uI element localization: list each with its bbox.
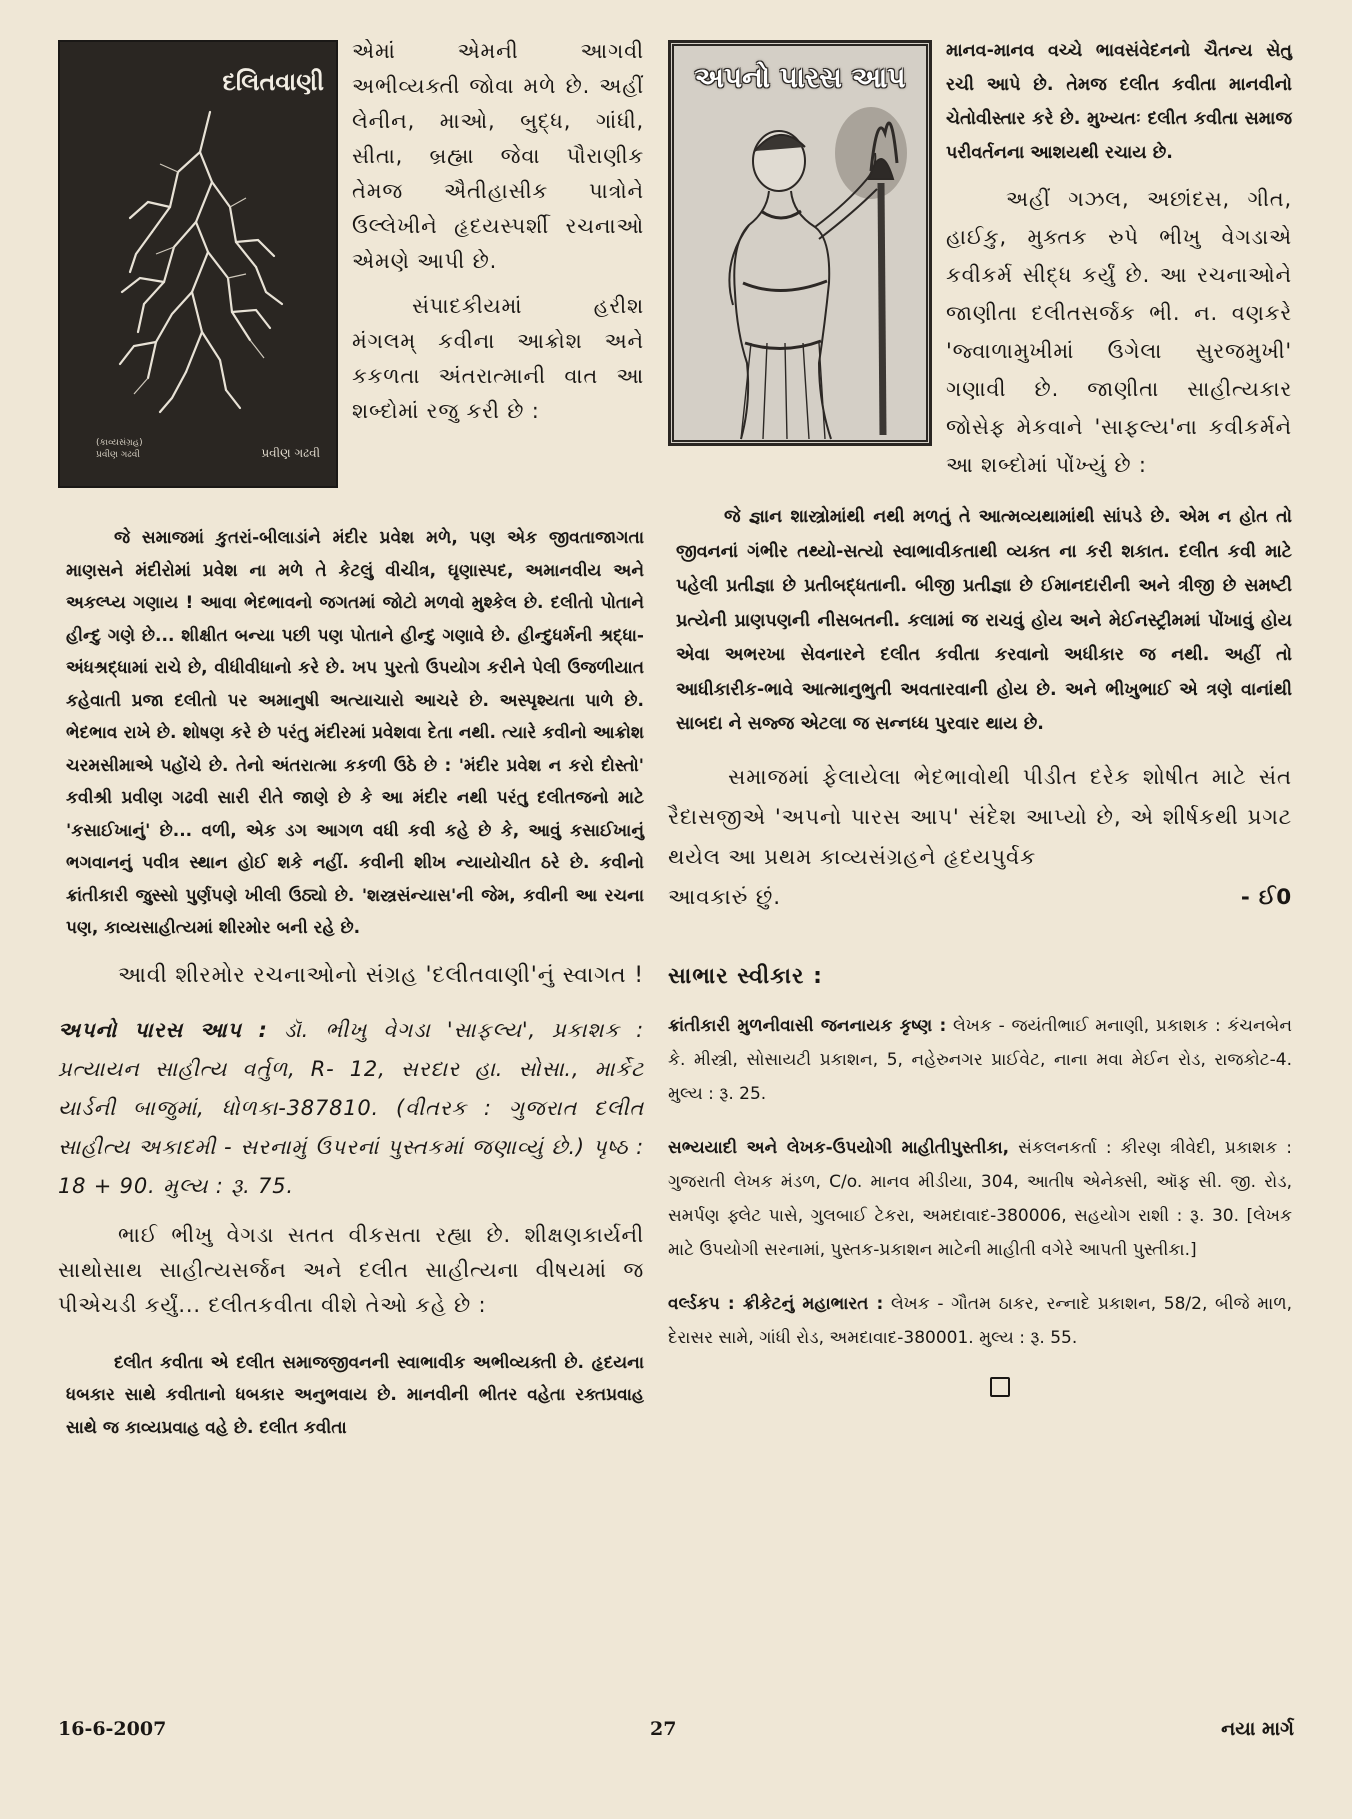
closing-last: આવકારું છું. — [668, 884, 781, 910]
editorial-paragraph: સંપાદકીયમાં હરીશ મંગલમ્ કવીના આક્રોશ અને કકળતા અંતરાત્માની વાત આ શબ્દોમાં રજુ કરી છે : — [352, 294, 644, 423]
signature: - ઈ0 — [1240, 884, 1292, 910]
cover-subtitle: (કાવ્યસંગ્રહ) પ્રવીણ ગઢવી — [96, 438, 143, 460]
closing-last-line — [668, 878, 1292, 918]
book-entry — [668, 1009, 1292, 1111]
book-review-details — [58, 1011, 644, 1206]
entry-title: સભ્યયાદી અને લેખક-ઉપયોગી માહીતીપુસ્તીકા, — [668, 1137, 1010, 1158]
closing-text: સમાજમાં ફેલાયેલા ભેદભાવોથી પીડીત દરેક શોષીત માટે સંત રૈદાસજીએ 'અપનો પારસ આપ' સંદેશ આપ્યો છે, એ શીર્ષકથી પ્રગટ થયેલ આ પ્રથમ કાવ્યસંગ્રહને હૃદયપુર્વક — [668, 764, 1292, 870]
closing-paragraph — [668, 758, 1292, 878]
entry-details: લેખક - ગૌતમ ઠાકર, રન્નાદે પ્રકાશન, 58/2, બીજે માળ, દેરાસર સામે, ગાંધી રોડ, અમદાવાદ-380001. મુલ્ય : રૂ. 55. — [668, 1293, 1292, 1348]
bhikhu-paragraph: ભાઈ ભીખુ વેગડા સતત વીકસતા રહ્યા છે. શીક્ષણકાર્યની સાથોસાથ સાહીત્યસર્જન અને દલીત સાહીત્યના વીષયમાં જ પીએચડી કર્યું... દલીતકવીતા વીશે તેઓ કહે છે : — [58, 1222, 644, 1317]
end-square-icon — [990, 1377, 1010, 1397]
entry-details: લેખક - જયંતીભાઈ મનાણી, પ્રકાશક : કંચનબેન કે. મીસ્ત્રી, સોસાયટી પ્રકાશન, 5, નહેરુનગર પ્રાઈવેટ, નાના મવા મેઈન રોડ, રાજકોટ-4. મુલ્ય : રૂ. 25. — [668, 1015, 1293, 1104]
quote-block-2: દલીત કવીતા એ દલીત સમાજજીવનની સ્વાભાવીક અભીવ્યક્તી છે. હૃદયના ધબકાર સાથે કવીતાનો ધબકાર અનુભવાય છે. માનવીની ભીતર વહેતા રક્તપ્રવાહ સાથે જ કાવ્યપ્રવાહ વહે છે. દલીત કવીતા — [66, 1352, 644, 1438]
entry-title: ક્રાંતીકારી મુળનીવાસી જનનાયક કૃષ્ણ : — [668, 1015, 947, 1036]
intro-paragraph: એમાં એમની આગવી અભીવ્યક્તી જોવા મળે છે. અહીં લેનીન, માઓ, બુદ્ધ, ગાંધી, સીતા, બ્રહ્મા જેવા પૌરાણીક તેમજ ઐતીહાસીક પાત્રોને ઉલ્લેખીને હૃદયસ્પર્શી રચનાઓ એમણે આપી છે. — [352, 39, 644, 273]
page-footer — [58, 1718, 1294, 1748]
entry-title: વર્લ્ડકપ : ક્રીકેટનું મહાભારત : — [668, 1293, 884, 1314]
right-quote-block: જે જ્ઞાન શાસ્ત્રોમાંથી નથી મળતું તે આત્મવ્યથામાંથી સાંપડે છે. એમ ન હોત તો જીવનનાં ગંભીર તથ્યો-સત્યો સ્વાભાવીકતાથી વ્યક્ત ના કરી શકાત. દલીત કવી માટે પહેલી પ્રતીજ્ઞા છે પ્રતીબદ્ધતાની. બીજી પ્રતીજ્ઞા છે ઈમાનદારીની અને ત્રીજી છે સમષ્ટી પ્રત્યેની પ્રાણપણની નીસબતની. કલામાં જ રાચવું હોય અને મેઈનસ્ટ્રીમમાં પોંખાવું હોય એવા અભરખા સેવનારને દલીત કવીતા કરવાનો અધીકાર જ નથી. અહીં તો આધીકારીક-ભાવે આત્માનુભુતી અવતારવાની હોય છે. અને ભીખુભાઈ એ ત્રણે વાનાંથી સાબદા ને સજ્જ એટલા જ સન્નધ્ધ પુરવાર થાય છે. — [676, 507, 1292, 734]
cover-author: પ્રવીણ ગઢવી — [261, 446, 320, 460]
book-details: ડૉ. ભીખુ વેગડા 'સાફલ્ય', પ્રકાશક : પ્રત્યાયન સાહીત્ય વર્તુળ, R- 12, સરદાર હા. સોસા., માર્કેટ યાર્ડની બાજુમાં, ધોળકા-387810. (વીતરક : ગુજરાત દલીત સાહીત્ય અકાદમી - સરનામું ઉપરનાં પુસ્તકમાં જણાવ્યું છે.) પૃષ્ઠ : 18 + 90. મુલ્ય : રૂ. 75. — [58, 1017, 644, 1198]
book-title: અપનો પારસ આપ : — [58, 1017, 268, 1042]
entry-details: સંકલનકર્તા : કીરણ ત્રીવેદી, પ્રકાશક : ગુજરાતી લેખક મંડળ, C/o. માનવ મીડીયા, 304, આતીષ એનેક્સી, ઑફ સી. જી. રોડ, સમર્પણ ફ્લેટ પાસે, ગુલબાઈ ટેકરા, અમદાવાદ-380006, સહયોગ રાશી : રૂ. 30. [લેખક માટે ઉપયોગી સરનામાં, પુસ્તક-પ્રકાશન માટેની માહીતી વગેરે આપતી પુસ્તીકા.] — [668, 1137, 1292, 1260]
right-paragraph-2: અહીં ગઝલ, અછાંદસ, ગીત, હાઈકુ, મુક્તક રુપે ભીખુ વેગડાએ કવીકર્મ સીદ્ધ કર્યું છે. આ રચનાઓને જાણીતા દલીતસર્જક ભી. ન. વણકરે 'જ્વાળામુખીમાં ઉગેલા સુરજમુખી' ગણાવી છે. જાણીતા સાહીત્યકાર જોસેફ મેકવાને 'સાફલ્ય'ના કવીકર્મને આ શબ્દોમાં પોંખ્યું છે : — [946, 187, 1292, 477]
page-number: 27 — [650, 1718, 677, 1740]
end-mark — [668, 1377, 1292, 1401]
welcome-text: આવી શીરમોર રચનાઓનો સંગ્રહ 'દલીતવાણી'નું સ્વાગત ! — [118, 962, 644, 988]
right-column — [668, 32, 1292, 1697]
lightning-illustration — [60, 42, 336, 486]
book-cover-dalitvani — [58, 40, 338, 488]
cover-title: દલિતવાણી — [222, 68, 324, 96]
footer-date: 16-6-2007 — [58, 1718, 167, 1740]
right-paragraph-1: માનવ-માનવ વચ્ચે ભાવસંવેદનનો ચૈતન્ય સેતુ રચી આપે છે. તેમજ દલીત કવીતા માનવીનો ચેતોવીસ્તાર કરે છે. મુખ્યતઃ દલીત કવીતા સમાજ પરીવર્તનના આશયથી રચાય છે. — [946, 41, 1292, 163]
welcome-paragraph — [58, 957, 644, 995]
section-heading-acknowledgement: સાભાર સ્વીકાર : — [668, 963, 823, 989]
goddess-illustration — [671, 43, 929, 443]
book-entry — [668, 1131, 1292, 1267]
book-cover-apno-paras-aap — [668, 40, 932, 446]
quote-block: જે સમાજમાં કુતરાં-બીલાડાંને મંદીર પ્રવેશ મળે, પણ એક જીવતાજાગતા માણસને મંદીરોમાં પ્રવેશ ના મળે તે કેટલું વીચીત્ર, ઘૃણાસ્પદ, અમાનવીય અને અકલ્પ્ય ગણાય ! આવા ભેદભાવનો જગતમાં જોટો મળવો મુશ્કેલ છે. દલીતો પોતાને હીન્દુ ગણે છે... શીક્ષીત બન્યા પછી પણ પોતાને હીન્દુ ગણાવે છે. હીન્દુધર્મની શ્રદ્ધા-અંધશ્રદ્ધામાં રાચે છે, વીધીવીધાનો કરે છે. ખપ પુરતો ઉપયોગ કરીને પેલી ઉજળીયાત કહેવાતી પ્રજા દલીતો પર અમાનુષી અત્યાચારો આચરે છે. અસ્પૃશ્યતા પાળે છે. ભેદભાવ રાખે છે. શોષણ કરે છે પરંતુ મંદીરમાં પ્રવેશવા દેતા નથી. ત્યારે કવીનો આક્રોશ ચરમસીમાએ પહોંચે છે. તેનો અંતરાત્મા કકળી ઉઠે છે : 'મંદીર પ્રવેશ ન કરો દોસ્તો' કવીશ્રી પ્રવીણ ગઢવી સારી રીતે જાણે છે કે આ મંદીર નથી પરંતુ દલીતજનો માટે 'કસાઈખાનું' છે... વળી, એક ડગ આગળ વધી કવી કહે છે કે, આવું કસાઈખાનું ભગવાનનું પવીત્ર સ્થાન હોઈ શકે નહીં. કવીની શીખ ન્યાયોચીત ઠરે છે. કવીનો ક્રાંતીકારી જુસ્સો પુર્ણપણે ખીલી ઉઠ્યો છે. 'શસ્ત્રસંન્યાસ'ની જેમ, કવીની આ રચના પણ, કાવ્યસાહીત્યમાં શીરમોર બની રહે છે. — [66, 528, 644, 938]
cover-title: અપનો પારસ આપ — [694, 61, 906, 94]
magazine-name: નયા માર્ગ — [1221, 1718, 1294, 1740]
left-column — [58, 32, 644, 1697]
book-entry — [668, 1287, 1292, 1355]
